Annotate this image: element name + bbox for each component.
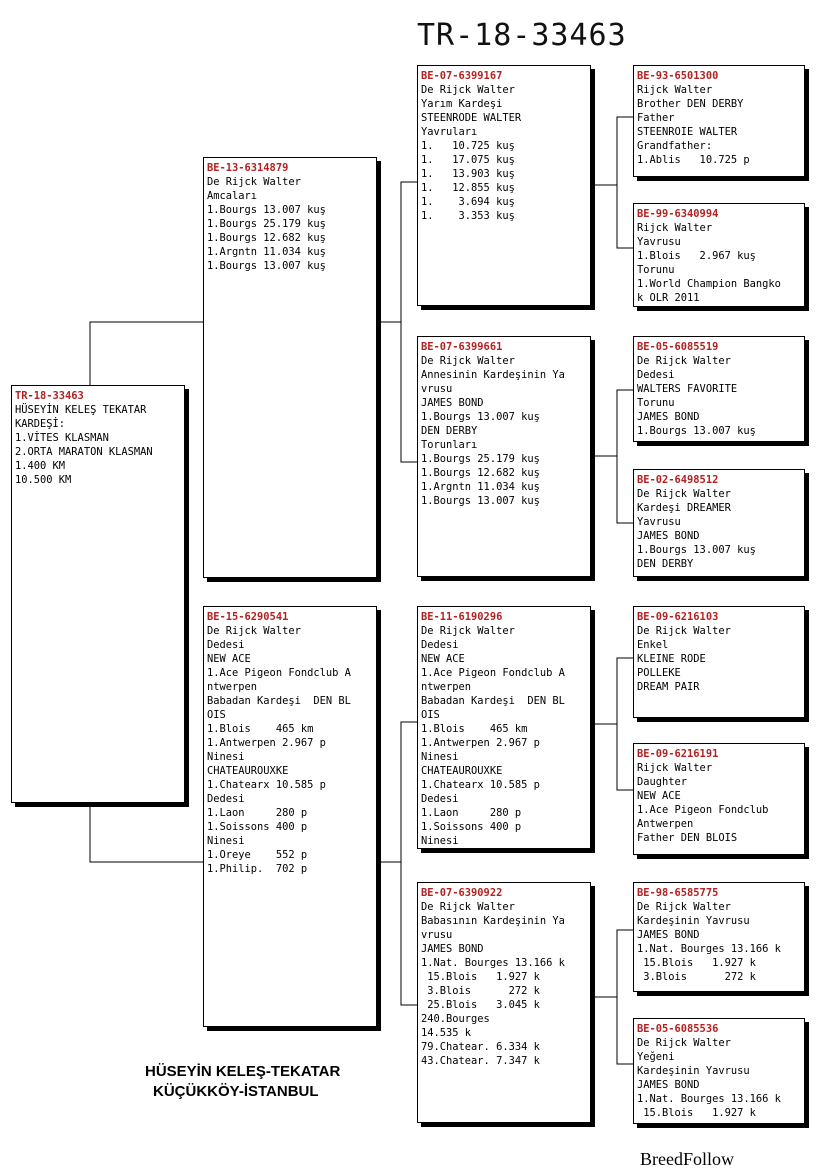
- pedigree-line: OIS: [421, 709, 440, 721]
- pedigree-box-ssd: [633, 203, 805, 307]
- pedigree-box-dam-dam: [417, 882, 591, 1123]
- pedigree-line: 2.ORTA MARATON KLASMAN: [15, 446, 153, 458]
- pedigree-line: 1.Bourgs 13.007 kuş: [207, 204, 326, 216]
- owner-name: HÜSEYİN KELEŞ-TEKATAR: [145, 1063, 341, 1080]
- pedigree-box-ddd: [633, 1018, 805, 1124]
- pedigree-line: 79.Chatear. 6.334 k: [421, 1041, 540, 1053]
- pedigree-line: JAMES BOND: [637, 1079, 700, 1091]
- pedigree-line: k OLR 2011: [637, 292, 700, 304]
- pedigree-line: OIS: [207, 709, 226, 721]
- pedigree-line: NEW ACE: [207, 653, 251, 665]
- owner-location: KÜÇÜKKÖY-İSTANBUL: [153, 1083, 319, 1100]
- pedigree-line: De Rijck Walter: [421, 901, 515, 913]
- pedigree-line: 1. 10.725 kuş: [421, 140, 515, 152]
- pedigree-line: De Rijck Walter: [637, 901, 731, 913]
- pedigree-line: STEENRODE WALTER: [421, 112, 522, 124]
- pedigree-line: Enkel: [637, 639, 669, 651]
- ring-number: BE-11-6190296: [421, 611, 503, 623]
- pedigree-line: De Rijck Walter: [421, 355, 515, 367]
- ring-number: BE-15-6290541: [207, 611, 289, 623]
- pedigree-box-dss: [633, 606, 805, 718]
- pedigree-line: Rijck Walter: [637, 84, 713, 96]
- pedigree-line: vrusu: [421, 383, 453, 395]
- pedigree-line: Torunu: [637, 264, 675, 276]
- pedigree-line: 1.Bourgs 13.007 kuş: [637, 544, 756, 556]
- pedigree-box-dsd: [633, 743, 805, 855]
- pedigree-line: Babadan Kardeşi DEN BL: [207, 695, 351, 707]
- connector-ss: [617, 117, 633, 248]
- pedigree-line: 1.Blois 2.967 kuş: [637, 250, 756, 262]
- pedigree-line: 1.Nat. Bourges 13.166 k: [637, 1093, 781, 1105]
- pedigree-line: Torunları: [421, 439, 478, 451]
- pedigree-line: DREAM PAIR: [637, 681, 700, 693]
- pedigree-line: Ninesi: [207, 835, 245, 847]
- pedigree-box-root: [11, 385, 185, 803]
- pedigree-box-dam: [203, 606, 377, 1027]
- pedigree-box-sire-sire: [417, 65, 591, 306]
- pedigree-line: Daughter: [637, 776, 688, 788]
- pedigree-line: De Rijck Walter: [637, 488, 731, 500]
- pedigree-line: De Rijck Walter: [207, 176, 301, 188]
- pedigree-line: 1.Ace Pigeon Fondclub A: [207, 667, 351, 679]
- pedigree-line: Yeğeni: [637, 1051, 675, 1063]
- pedigree-line: 14.535 k: [421, 1027, 472, 1039]
- pedigree-line: NEW ACE: [637, 790, 681, 802]
- pedigree-line: 1.Bourgs 12.682 kuş: [207, 232, 326, 244]
- pedigree-line: 1. 13.903 kuş: [421, 168, 515, 180]
- connector-sd: [617, 390, 633, 523]
- pedigree-line: ntwerpen: [207, 681, 258, 693]
- pedigree-line: 1.Laon 280 p: [421, 807, 522, 819]
- pedigree-line: STEENROIE WALTER: [637, 126, 738, 138]
- pedigree-title: TR-18-33463: [417, 18, 627, 53]
- pedigree-box-sdd: [633, 469, 805, 577]
- pedigree-line: 43.Chatear. 7.347 k: [421, 1055, 540, 1067]
- connector-ds: [617, 658, 633, 790]
- pedigree-line: Ninesi: [421, 835, 459, 847]
- pedigree-box-sds: [633, 336, 805, 442]
- pedigree-box-dds: [633, 882, 805, 992]
- pedigree-line: 1.Bourgs 12.682 kuş: [421, 467, 540, 479]
- brand-logo-text: BreedFollow: [640, 1149, 734, 1169]
- pedigree-line: Rijck Walter: [637, 222, 713, 234]
- pedigree-line: ntwerpen: [421, 681, 472, 693]
- pedigree-line: 1.Bourgs 13.007 kuş: [207, 260, 326, 272]
- pedigree-line: JAMES BOND: [637, 530, 700, 542]
- pedigree-line: 15.Blois 1.927 k: [637, 1107, 756, 1119]
- pedigree-line: Kardeşinin Yavrusu: [637, 915, 750, 927]
- owner-footer: [145, 1062, 340, 1102]
- pedigree-line: 1.Argntn 11.034 kuş: [207, 246, 326, 258]
- pedigree-line: Annesinin Kardeşinin Ya: [421, 369, 565, 381]
- pedigree-line: De Rijck Walter: [637, 625, 731, 637]
- ring-number: BE-05-6085519: [637, 341, 719, 353]
- pedigree-line: 1. 12.855 kuş: [421, 182, 515, 194]
- pedigree-line: Kardeşi DREAMER: [637, 502, 731, 514]
- pedigree-line: JAMES BOND: [637, 929, 700, 941]
- pedigree-line: Rijck Walter: [637, 762, 713, 774]
- pedigree-line: JAMES BOND: [421, 397, 484, 409]
- pedigree-line: Dedesi: [637, 369, 675, 381]
- pedigree-line: CHATEAUROUXKE: [207, 765, 289, 777]
- pedigree-line: 1.Oreye 552 p: [207, 849, 308, 861]
- pedigree-line: POLLEKE: [637, 667, 681, 679]
- pedigree-line: 3.Blois 272 k: [421, 985, 540, 997]
- pedigree-line: Yavrusu: [637, 516, 681, 528]
- pedigree-line: 1.Philip. 702 p: [207, 863, 308, 875]
- pedigree-line: 1.Blois 465 km: [421, 723, 528, 735]
- ring-number: BE-09-6216191: [637, 748, 719, 760]
- pedigree-line: Kardeşinin Yavrusu: [637, 1065, 750, 1077]
- pedigree-line: 1.Soissons 400 p: [421, 821, 522, 833]
- pedigree-box-sss: [633, 65, 805, 177]
- pedigree-line: CHATEAUROUXKE: [421, 765, 503, 777]
- pedigree-box-sire-dam: [417, 336, 591, 577]
- pedigree-box-sire: [203, 157, 377, 578]
- pedigree-line: 240.Bourges: [421, 1013, 490, 1025]
- pedigree-box-dam-sire: [417, 606, 591, 849]
- pedigree-line: 1.Bourgs 13.007 kuş: [637, 425, 756, 437]
- pedigree-line: 1.World Champion Bangko: [637, 278, 781, 290]
- pedigree-line: JAMES BOND: [637, 411, 700, 423]
- ring-number: BE-93-6501300: [637, 70, 719, 82]
- pedigree-line: 10.500 KM: [15, 474, 72, 486]
- pedigree-line: Amcaları: [207, 190, 258, 202]
- pedigree-line: Father DEN BLOIS: [637, 832, 738, 844]
- pedigree-line: 1.Ace Pigeon Fondclub: [637, 804, 769, 816]
- pedigree-line: 15.Blois 1.927 k: [421, 971, 540, 983]
- connector-sire: [401, 182, 417, 462]
- pedigree-line: KARDEŞİ:: [15, 418, 66, 430]
- pedigree-line: Yavruları: [421, 126, 478, 138]
- pedigree-line: Babasının Kardeşinin Ya: [421, 915, 565, 927]
- pedigree-line: Torunu: [637, 397, 675, 409]
- connector-dam: [401, 722, 417, 1005]
- pedigree-line: 15.Blois 1.927 k: [637, 957, 756, 969]
- pedigree-line: Babadan Kardeşi DEN BL: [421, 695, 565, 707]
- ring-number: BE-07-6399167: [421, 70, 503, 82]
- pedigree-line: Ninesi: [421, 751, 459, 763]
- pedigree-line: 1.Soissons 400 p: [207, 821, 308, 833]
- pedigree-line: Dedesi: [421, 793, 459, 805]
- ring-number: BE-98-6585775: [637, 887, 719, 899]
- pedigree-line: 1.Laon 280 p: [207, 807, 308, 819]
- pedigree-line: 1.Ablis 10.725 p: [637, 154, 750, 166]
- pedigree-line: KLEINE RODE: [637, 653, 706, 665]
- ring-number: BE-02-6498512: [637, 474, 719, 486]
- ring-number: BE-09-6216103: [637, 611, 719, 623]
- pedigree-line: NEW ACE: [421, 653, 465, 665]
- pedigree-line: Dedesi: [207, 639, 245, 651]
- pedigree-line: 1.Bourgs 25.179 kuş: [421, 453, 540, 465]
- pedigree-line: 1. 3.694 kuş: [421, 196, 515, 208]
- pedigree-line: 1. 17.075 kuş: [421, 154, 515, 166]
- pedigree-line: 1.Chatearx 10.585 p: [421, 779, 540, 791]
- pedigree-line: Antwerpen: [637, 818, 694, 830]
- pedigree-line: WALTERS FAVORITE: [637, 383, 738, 395]
- pedigree-line: 1.Antwerpen 2.967 p: [421, 737, 540, 749]
- pedigree-line: 1.Chatearx 10.585 p: [207, 779, 326, 791]
- ring-number: BE-13-6314879: [207, 162, 289, 174]
- pedigree-line: De Rijck Walter: [207, 625, 301, 637]
- pedigree-line: De Rijck Walter: [637, 355, 731, 367]
- pedigree-line: vrusu: [421, 929, 453, 941]
- ring-number: TR-18-33463: [15, 390, 84, 402]
- pedigree-line: HÜSEYİN KELEŞ TEKATAR: [15, 404, 147, 416]
- pedigree-line: JAMES BOND: [421, 943, 484, 955]
- pedigree-line: 1.Ace Pigeon Fondclub A: [421, 667, 565, 679]
- pedigree-line: Dedesi: [421, 639, 459, 651]
- pedigree-line: 1.Nat. Bourges 13.166 k: [637, 943, 781, 955]
- ring-number: BE-07-6390922: [421, 887, 503, 899]
- pedigree-line: 3.Blois 272 k: [637, 971, 756, 983]
- pedigree-line: 1.Blois 465 km: [207, 723, 314, 735]
- pedigree-line: 1.Nat. Bourges 13.166 k: [421, 957, 565, 969]
- pedigree-line: 1.Bourgs 13.007 kuş: [421, 411, 540, 423]
- pedigree-line: 1. 3.353 kuş: [421, 210, 515, 222]
- pedigree-line: Father: [637, 112, 675, 124]
- pedigree-line: 25.Blois 3.045 k: [421, 999, 540, 1011]
- pedigree-line: 1.VİTES KLASMAN: [15, 432, 109, 444]
- pedigree-line: De Rijck Walter: [421, 84, 515, 96]
- ring-number: BE-07-6399661: [421, 341, 503, 353]
- pedigree-line: Dedesi: [207, 793, 245, 805]
- pedigree-line: Yavrusu: [637, 236, 681, 248]
- connector-dd: [617, 930, 633, 1064]
- pedigree-line: Brother DEN DERBY: [637, 98, 744, 110]
- pedigree-line: 1.Bourgs 25.179 kuş: [207, 218, 326, 230]
- pedigree-line: DEN DERBY: [421, 425, 478, 437]
- pedigree-line: 1.400 KM: [15, 460, 66, 472]
- ring-number: BE-05-6085536: [637, 1023, 719, 1035]
- pedigree-line: Yarım Kardeşi: [421, 98, 503, 110]
- ring-number: BE-99-6340994: [637, 208, 719, 220]
- pedigree-line: 1.Antwerpen 2.967 p: [207, 737, 326, 749]
- pedigree-line: 1.Argntn 11.034 kuş: [421, 481, 540, 493]
- pedigree-line: Ninesi: [207, 751, 245, 763]
- pedigree-line: Grandfather:: [637, 140, 713, 152]
- pedigree-line: 1.Bourgs 13.007 kuş: [421, 495, 540, 507]
- pedigree-line: DEN DERBY: [637, 558, 694, 570]
- pedigree-line: De Rijck Walter: [421, 625, 515, 637]
- pedigree-line: De Rijck Walter: [637, 1037, 731, 1049]
